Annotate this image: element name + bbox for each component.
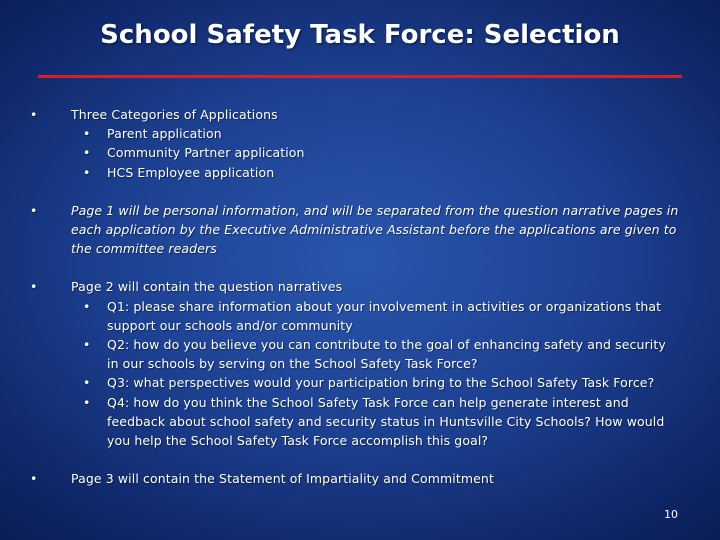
sub-item <box>71 163 680 182</box>
sub-item <box>71 124 680 143</box>
bullet-icon: • <box>30 202 38 218</box>
list-item-text: Page 1 will be personal information, and will be separated from the question narrative pages in each application by the Executive Administrative Assistant before the applications are given to the committee readers <box>71 202 679 257</box>
bullet-icon: • <box>83 394 91 410</box>
sub-item-q2 <box>71 335 680 373</box>
list-item-page-1 <box>30 201 680 259</box>
bullet-icon: • <box>83 337 91 353</box>
sub-item-text: Parent application <box>107 126 222 142</box>
list-item-page-3 <box>30 469 680 488</box>
list-item-text: Three Categories of Applications <box>71 107 278 122</box>
sub-item-q1 <box>71 297 680 335</box>
list-item-page-2 <box>30 277 680 450</box>
bullet-icon: • <box>83 298 91 314</box>
sub-item-text: Q2: how do you believe you can contribute to the goal of enhancing safety and security in our schools by serving on the School Safety Task Force? <box>107 337 666 372</box>
bullet-icon: • <box>30 107 38 122</box>
sub-item-q3 <box>71 373 680 392</box>
sub-item-text: HCS Employee application <box>107 164 275 180</box>
slide-title: School Safety Task Force: Selection <box>100 20 620 50</box>
sub-item-text: Community Partner application <box>107 145 305 161</box>
page-number: 10 <box>664 508 678 521</box>
sub-item-text: Q3: what perspectives would your participation bring to the School Safety Task Force? <box>107 375 655 391</box>
slide-body <box>30 105 680 488</box>
bullet-icon: • <box>30 279 38 295</box>
bullet-icon: • <box>83 126 91 142</box>
bullet-icon: • <box>83 145 91 161</box>
bullet-icon: • <box>30 471 38 487</box>
bullet-icon: • <box>83 375 91 391</box>
bullet-icon: • <box>83 164 91 180</box>
title-divider <box>38 75 682 78</box>
sub-item-text: Q4: how do you think the School Safety Task Force can help generate interest and feedback about school safety and security status in Huntsville City Schools? How would you help the School Safety Task Force accomplish this goal? <box>107 394 665 449</box>
list-item-text: Page 3 will contain the Statement of Impartiality and Commitment <box>71 471 494 487</box>
list-item-text: Page 2 will contain the question narratives <box>71 279 343 295</box>
sub-item-text: Q1: please share information about your involvement in activities or organizations that support our schools and/or community <box>107 298 662 333</box>
list-item-categories <box>30 105 680 182</box>
sub-item <box>71 143 680 162</box>
sub-item-q4 <box>71 393 680 451</box>
